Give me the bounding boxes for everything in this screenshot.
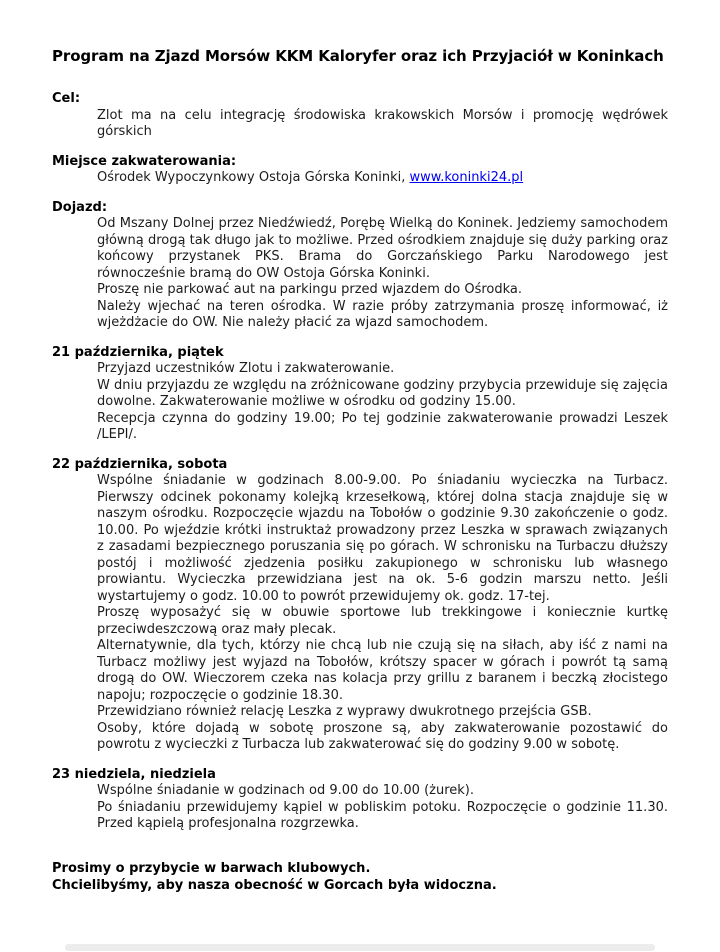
paragraph: Recepcja czynna do godziny 19.00; Po tej godzinie zakwaterowanie prowadzi Leszek /LEPI/. <box>97 410 668 442</box>
paragraph: Proszę nie parkować aut na parkingu przed wjazdem do Ośrodka. <box>97 282 523 297</box>
section-day-friday <box>52 345 668 444</box>
paragraph: Zlot ma na celu integrację środowiska krakowskich Morsów i promocję wędrówek górskich <box>97 107 668 139</box>
paragraph: Należy wjechać na teren ośrodka. W razie próby zatrzymania proszę informować, iż wjeżdżacie do OW. Nie należy płacić za wjazd samochodem. <box>97 298 668 330</box>
closing-note <box>52 860 668 894</box>
section-day-saturday-heading: 22 października, sobota <box>52 456 228 472</box>
paragraph: Wspólne śniadanie w godzinach od 9.00 do 10.00 (żurek). <box>97 783 475 798</box>
section-day-friday-body <box>97 361 668 444</box>
section-directions-heading: Dojazd: <box>52 199 108 215</box>
section-day-saturday <box>52 457 668 754</box>
accommodation-text: Ośrodek Wypoczynkowy Ostoja Górska Koninki, <box>97 170 410 185</box>
paragraph: Przyjazd uczestników Zlotu i zakwaterowanie. <box>97 361 395 376</box>
paragraph: Po śniadaniu przewidujemy kąpiel w pobliskim potoku. Rozpoczęcie o godzinie 11.30. Przed kąpielą profesjonalna rozgrzewka. <box>97 799 668 831</box>
section-day-sunday-heading: 23 niedziela, niedziela <box>52 766 216 782</box>
page-bottom-divider <box>65 944 655 951</box>
koninki24-link[interactable]: www.koninki24.pl <box>409 170 524 185</box>
paragraph: Alternatywnie, dla tych, którzy nie chcą lub nie czują się na siłach, aby iść z nami na Turbacz możliwy jest wyjazd na Tobołów, krótszy spacer w górach i powrót tą samą drogą do OW. Wieczorem czeka nas kolacja przy grillu z baranem i beczką złocistego napoju; rozpoczęcie o godzinie 18.30. <box>97 638 668 703</box>
section-day-sunday-body <box>97 783 668 833</box>
closing-line: Chcielibyśmy, aby nasza obecność w Gorcach była widoczna. <box>52 877 497 893</box>
section-directions-body <box>97 216 668 332</box>
paragraph: Przewidziano również relację Leszka z wyprawy dwukrotnego przejścia GSB. <box>97 704 592 719</box>
section-day-saturday-body <box>97 473 668 754</box>
section-accommodation-heading: Miejsce zakwaterowania: <box>52 153 237 169</box>
paragraph <box>97 170 668 187</box>
section-day-sunday <box>52 767 668 833</box>
paragraph: Od Mszany Dolnej przez Niedźwiedź, Porębę Wielką do Koninek. Jedziemy samochodem główną drogą tak długo jak to możliwe. Przed ośrodkiem znajduje się duży parking oraz końcowy przystanek PKS. Brama do Gorczańskiego Parku Narodowego jest równocześnie bramą do OW Ostoja Górska Koninki. <box>97 216 668 281</box>
section-accommodation-body <box>97 170 668 187</box>
section-day-friday-heading: 21 października, piątek <box>52 344 224 360</box>
paragraph: W dniu przyjazdu ze względu na zróżnicowane godziny przybycia przewiduje się zajęcia dowolne. Zakwaterowanie możliwe w ośrodku od godziny 15.00. <box>97 377 668 409</box>
section-goal-body <box>97 108 668 141</box>
paragraph: Osoby, które dojadą w sobotę proszone są, aby zakwaterowanie pozostawić do powrotu z wycieczki z Turbacza lub zakwaterować się do godziny 9.00 w sobotę. <box>97 720 668 752</box>
section-goal <box>52 91 668 141</box>
section-goal-heading: Cel: <box>52 91 81 106</box>
closing-line: Prosimy o przybycie w barwach klubowych. <box>52 860 371 876</box>
section-directions <box>52 200 668 332</box>
paragraph: Wspólne śniadanie w godzinach 8.00-9.00. Po śniadaniu wycieczka na Turbacz. Pierwszy odcinek pokonamy kolejką krzesełkową, której dolna stacja znajduje się w naszym ośrodku. Rozpoczęcie wjazdu na Tobołów o godzinie 9.30 zakończenie o godz. 10.00. Po wjeździe krótki instruktaż prowadzony przez Leszka w sprawach związanych z zasadami bezpiecznego poruszania się po górach. W schronisku na Turbaczu dłuższy postój i możliwość zjedzenia posiłku zakupionego w schronisku lub własnego prowiantu. Wycieczka przewidziana jest na ok. 5-6 godzin marszu netto. Jeśli wystartujemy o godz. 10.00 to powrót przewidujemy ok. godz. 17-tej. <box>97 473 668 604</box>
paragraph: Proszę wyposażyć się w obuwie sportowe lub trekkingowe i koniecznie kurtkę przeciwdeszczową oraz mały plecak. <box>97 605 668 637</box>
section-accommodation <box>52 154 668 187</box>
document-title: Program na Zjazd Morsów KKM Kaloryfer oraz ich Przyjaciół w Koninkach <box>52 47 664 65</box>
